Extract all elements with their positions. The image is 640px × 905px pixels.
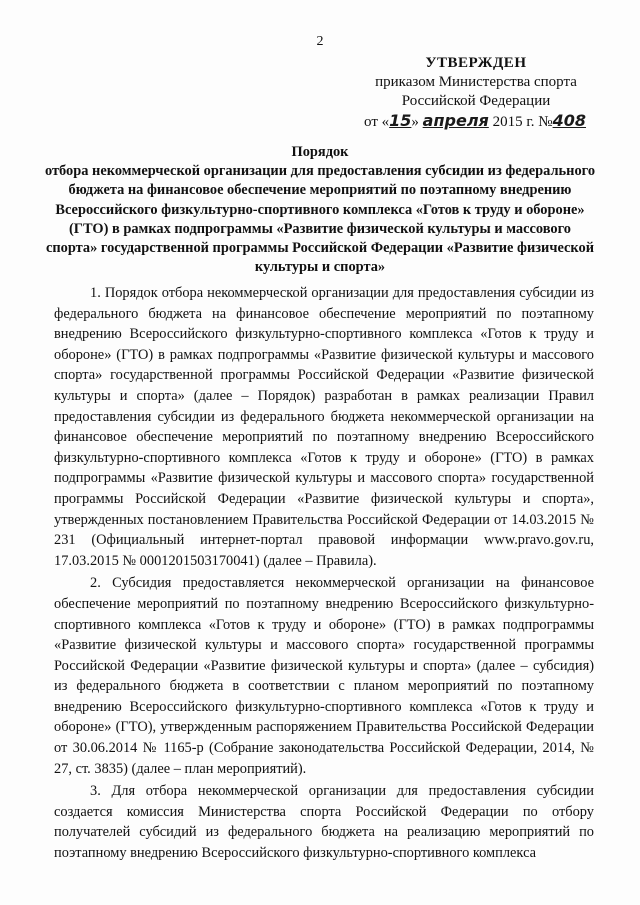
paragraph-1: 1. Порядок отбора некоммерческой организации для предоставления субсидии из федерального бюджета на финансовое обеспечение мероприятий по поэтапному внедрению Всероссийского физкультурно-спортивного комплекса «Готов к труду и обороне» (ГТО) в рамках подпрограммы «Развитие физической культуры и массового спорта» государственной программы Российской Федерации «Развитие физической культуры и спорта» (далее – Порядок) разработан в рамках реализации Правил предоставления субсидии из федерального бюджета некоммерческой организации на финансовое обеспечение мероприятий по поэтапному внедрению Всероссийского физкультурно-спортивного комплекса «Готов к труду и обороне» (ГТО) в рамках подпрограммы «Развитие физической культуры и массового спорта» государственной программы Российской Федерации «Развитие физической культуры и спорта», утвержденных постановлением Правительства Российской Федерации от 14.03.2015 № 231 (Официальный интернет-портал правовой информации www.pravo.gov.ru, 17.03.2015 № 0001201503170041) (далее – Правила).	[54, 285, 594, 569]
approval-line-1: приказом Министерства спорта	[375, 74, 577, 90]
day-suffix: »	[411, 114, 419, 130]
approval-date-line	[364, 111, 586, 131]
date-prefix: от «	[364, 114, 390, 130]
page-number: 2	[316, 34, 324, 49]
handwritten-day: 15	[389, 111, 412, 130]
handwritten-number: 408	[552, 111, 586, 130]
document-title	[44, 143, 596, 277]
number-prefix: №	[538, 114, 553, 130]
handwritten-month: апреля	[422, 111, 489, 130]
approval-line-2: Российской Федерации	[401, 93, 551, 109]
year: 2015 г.	[492, 114, 535, 130]
paragraph-2: 2. Субсидия предоставляется некоммерческой организации на финансовое обеспечение мероприятий по поэтапному внедрению Всероссийского физкультурно-спортивного комплекса «Готов к труду и обороне» (ГТО) в рамках подпрограммы «Развитие физической культуры и массового спорта» государственной программы Российской Федерации «Развитие физической культуры и спорта» (далее – субсидия) из федерального бюджета в соответствии с планом мероприятий по поэтапному внедрению Всероссийского физкультурно-спортивного комплекса «Готов к труду и обороне» (ГТО), утвержденным распоряжением Правительства Российской Федерации от 30.06.2014 № 1165-р (Собрание законодательства Российской Федерации, 2014, № 27, ст. 3835) (далее – план мероприятий).	[54, 575, 594, 777]
title-text: отбора некоммерческой организации для предоставления субсидии из федерального бюджета на финансовое обеспечение мероприятий по поэтапному внедрению Всероссийского физкультурно-спортивного комплекса «Готов к труду и обороне» (ГТО) в рамках подпрограммы «Развитие физической культуры и массового спорта» государственной программы Российской Федерации «Развитие физической культуры и спорта»	[44, 163, 596, 276]
document-body	[54, 283, 594, 866]
approval-heading: УТВЕРЖДЕН	[425, 55, 527, 71]
approval-block	[366, 54, 586, 111]
paragraph-3: 3. Для отбора некоммерческой организации для предоставления субсидии создается комиссия Министерства спорта Российской Федерации по отбору получателей субсидий из федерального бюджета на реализацию мероприятий по поэтапному внедрению Всероссийского физкультурно-спортивного комплекса	[54, 783, 594, 862]
title-heading: Порядок	[291, 144, 349, 160]
